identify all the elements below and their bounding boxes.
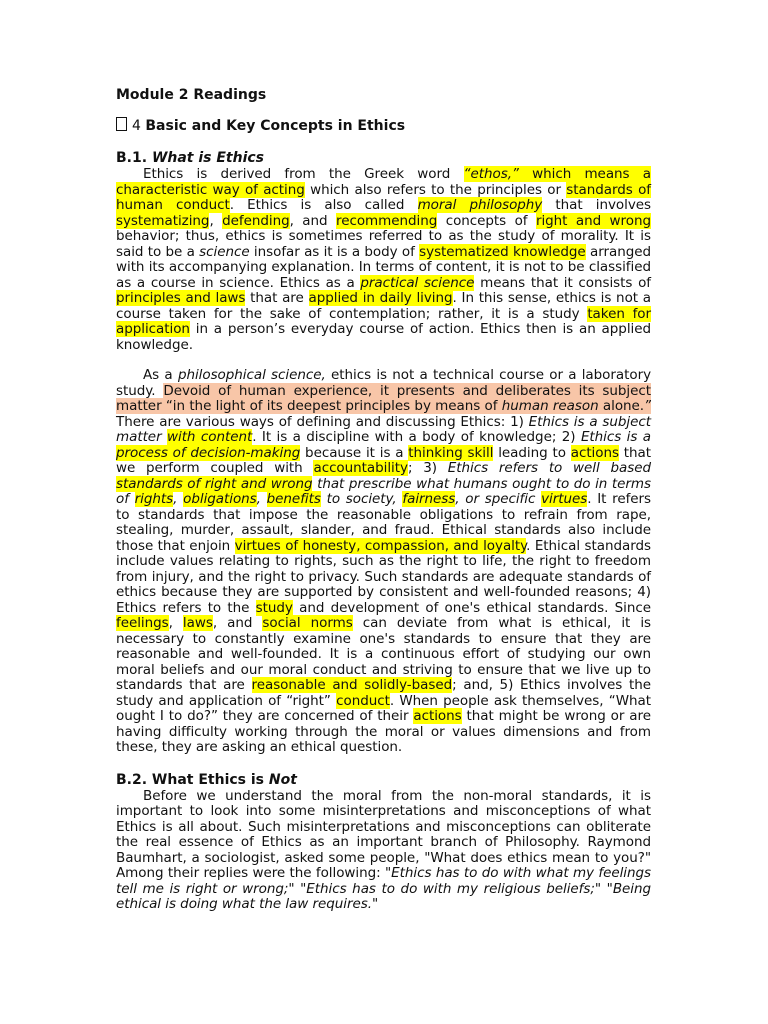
text-run: Ethics has to do with what my feelings tell me is right or wrong; [116,865,651,897]
text-run: Being ethical is doing what the law requires. [116,880,652,912]
text-run: philosophical science, [177,367,326,383]
highlighted-text: virtues of honesty, compassion, and loyalty [234,537,527,554]
text-run: " [371,896,379,912]
text-run: concepts of [437,212,536,229]
text-run: , and [289,212,336,229]
text-run: . When people ask themselves, “What ought I to do?” they are concerned of their [116,692,651,724]
text-run: There are various ways of defining and discussing Ethics: 1) [116,413,529,430]
text-run: that are [245,290,309,306]
highlighted-text: study [255,599,293,616]
section-b2-prefix: B.2. What Ethics is [116,771,265,788]
highlighted-text: Devoid of human experience, it presents and deliberates its subject matter “in the light of its deepest principles by means of [116,382,651,414]
text-run: . Ethical standards include values relating to rights, such as the right to life, the right to freedom from injury, and the right to privacy. Such standards are adequate standards of ethics because they are supported by consistent and well-founded reasons; 4) Ethics refers to the [116,537,651,616]
highlighted-text: “ethos,” [463,166,519,182]
highlighted-text: thinking skill [408,444,494,461]
section-heading-b1 [116,149,651,167]
text-run: . In this sense, ethics is not a course taken for the sake of contemplation; rather, it is a study [116,290,651,322]
text-run: which also refers to the principles or [304,181,567,198]
highlighted-text: ” [644,398,651,414]
text-run: , [173,491,184,507]
subtitle-number: 4 [132,118,141,134]
highlighted-text: practical science [360,274,475,291]
text-run: , [256,491,267,507]
paragraph-philosophical-science [116,368,651,756]
highlighted-text: systematized knowledge [419,243,586,260]
text-run: because it is a [300,444,409,461]
section-b2-title: Not [268,771,297,788]
text-run: ethics is not a technical course or a laboratory study. [116,367,652,399]
document-page [116,86,651,913]
highlighted-text: feelings [116,615,169,631]
text-run: insofar as it is a body of [249,243,420,260]
highlighted-text: right and wrong [535,212,651,229]
highlighted-text: actions [413,708,462,724]
text-run: Ethics is derived from the Greek word [143,166,464,182]
highlighted-text: human reason [501,398,599,414]
text-run: , or specific [455,491,542,507]
text-run: Ethics is a subject matter [116,413,651,445]
text-run: behavior; thus, ethics is sometimes referred to as the study of morality. It is said to be a [116,228,651,260]
text-run: . It is a discipline with a body of knowledge; 2) [252,429,581,445]
text-run: arranged with its accompanying explanation. In terms of content, it is not to be classified as a course in science. Ethics as a [116,243,651,291]
text-run: Before we understand the moral from the non-moral standards, it is important to look into some misinterpretations and misconceptions of what Ethics is all about. Such misinterpretations and misconceptions can obliterate the real essence of Ethics as an important branch of Philosophy. Raymond Baumhart, a sociologist, asked some people, "What does ethics mean to you?" Among their replies were the following: " [116,787,651,881]
text-run: . Ethics is also called [229,197,418,213]
highlighted-text: conduct [336,692,390,709]
highlighted-text: virtues [541,491,588,507]
highlighted-text: social norms [262,615,353,631]
text-run: that might be wrong or are having difficulty working through the moral or values dimensions and from these, they are asking an ethical question. [116,708,651,755]
highlighted-text: standards of human conduct [116,181,651,213]
section-b1-prefix: B.1. [116,150,148,166]
highlighted-text: standards of right and wrong [116,475,313,492]
highlighted-text: systematizing [116,212,210,229]
text-run: Ethics has to do with my religious beliefs; [306,880,595,897]
text-run: ; and, 5) Ethics involves the study and application of “right” [116,677,651,709]
text-run: to society, [320,491,403,507]
subtitle-text: Basic and Key Concepts in Ethics [145,118,406,134]
document-title: Module 2 Readings [116,87,267,103]
text-run: and development of one's ethical standards. Since [292,599,651,616]
highlighted-text: process of decision-making [116,444,301,461]
text-run: in a person’s everyday course of action. Ethics then is an applied knowledge. [116,321,651,353]
text-run: ; 3) [407,460,448,476]
text-run: Ethics is a [580,429,651,445]
highlighted-text: fairness [402,491,456,507]
section-subtitle [116,117,651,135]
highlighted-text: accountability [313,460,408,476]
section-b1-title: What is Ethics [151,150,265,166]
highlighted-text: benefits [266,491,321,507]
missing-glyph-box-icon [116,117,127,131]
text-run: that involves [542,197,651,213]
text-run: Ethics refers to well based [447,460,651,476]
highlighted-text: actions [570,444,619,461]
text-run: leading to [493,444,571,461]
text-run: , [168,615,183,631]
paragraph-ethics-definition [116,167,651,353]
text-run: . It refers to standards that impose the reasonable obligations to refrain from rape, stealing, murder, assault, slander, and fraud. Ethical standards also include those that enjoin [116,491,652,554]
highlighted-text: principles and laws [116,290,246,306]
highlighted-text: rights [134,491,174,507]
highlighted-text: reasonable and solidly-based [251,677,453,693]
text-run: " " [288,880,307,897]
section-heading-b2 [116,771,651,789]
text-run: that prescribe what humans ought to do in terms of [116,475,651,507]
highlighted-text: alone. [598,398,645,414]
highlighted-text: moral philosophy [417,197,543,213]
highlighted-text: which means a characteristic way of acting [116,166,652,198]
highlighted-text: with content [167,429,253,445]
text-run: science [199,243,250,260]
highlighted-text: laws [182,615,213,631]
paragraph-what-ethics-is-not [116,789,651,913]
text-run: can deviate from what is ethical, it is necessary to constantly examine one's standards to ensure that they are reasonable and well-founded. It is a continuous effort of studying our own moral beliefs and our moral conduct and striving to ensure that we live up to standards that are [116,615,652,693]
text-run: means that it consists of [474,274,651,291]
text-run: As a [143,367,178,383]
text-run: , [209,212,223,229]
text-run: " " [594,880,613,897]
text-run: that we perform coupled with [116,444,651,476]
highlighted-text: taken for application [116,305,651,337]
highlighted-text: obligations [183,491,257,507]
text-run: , and [212,615,263,631]
highlighted-text: recommending [336,212,438,229]
highlighted-text: defending [222,212,290,229]
highlighted-text: applied in daily living [308,290,453,306]
